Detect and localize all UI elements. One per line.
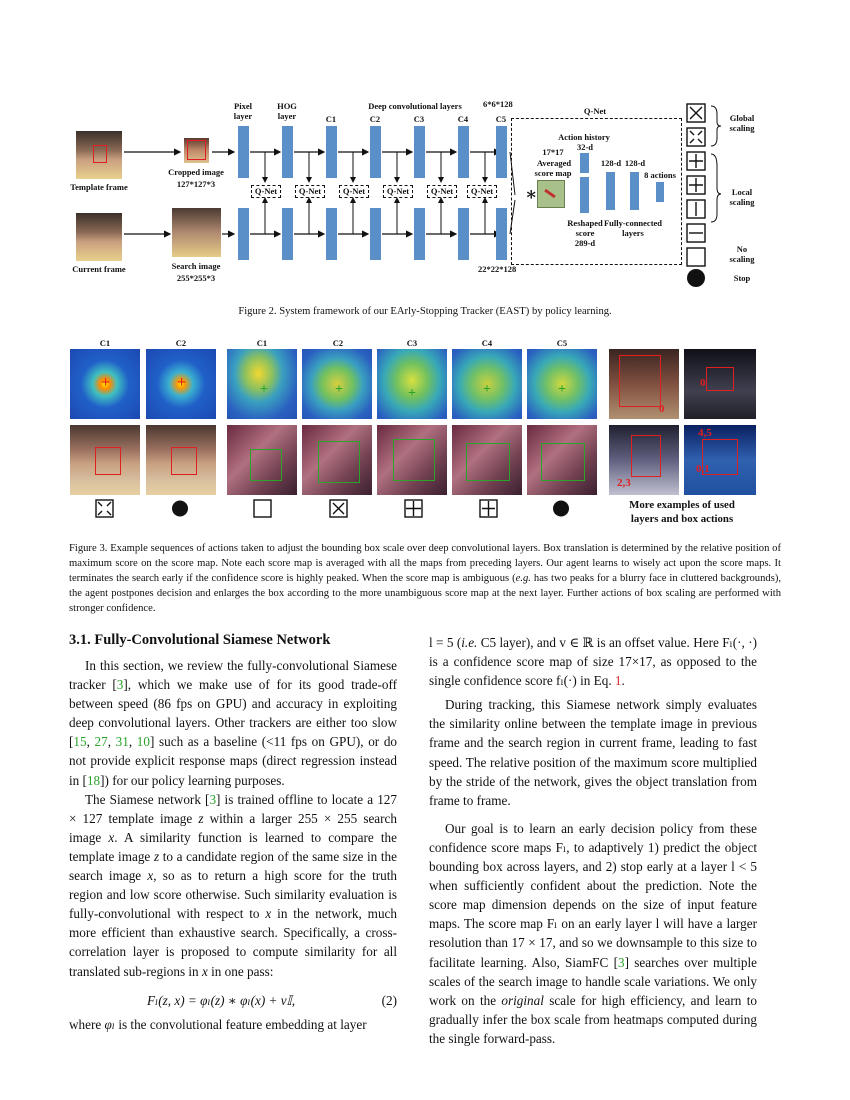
small-qnet-3: Q-Net [339, 185, 369, 198]
reshaped-score-bar [580, 177, 589, 213]
example-label-3: 4,5 [698, 427, 712, 439]
template-frame-label: Template frame [70, 182, 128, 192]
averaged-score-map [537, 180, 565, 208]
c4-layer-bottom [458, 208, 469, 260]
c5-label: C5 [495, 114, 507, 124]
no-scaling-label: No scaling [729, 244, 755, 264]
template-frame-photo [76, 131, 122, 179]
cropped-image-label: Cropped image [168, 167, 224, 177]
search-image-label: Search image [171, 261, 221, 271]
fc-label-1: Fully-connected [603, 218, 663, 228]
left-paragraph-1: In this section, we review the fully-convolutional Siamese tracker [3], which we make use of for its good trade-off between speed (86 fps on GPU) and accuracy in exploiting deep convolutional layers. Other trackers are either too slow [15, 27, 31, 10] such as a baseline (<11 fps on GPU), or do not provide explicit response maps (direct regression instead in [18]) for our policy learning purposes. [69, 658, 398, 788]
left-paragraph-2: The Siamese network [3] is trained offline to locate a 127 × 127 template image z within a larger 255 × 255 search image x. A similarity function is learned to compare the template image z to a candidate region of the same size in the search image x, so as to return a high score for the truth region and low score otherwise. Such similarity evaluation is fully-convolutional with respect to x in the network, much more efficient than exhaustive search. Specifically, a cross-correlation layer is proposed to compute similarity for all translated sub-regions in x in one pass: [69, 791, 398, 979]
heatmap-c2b: + [302, 349, 372, 419]
equation-2 [69, 985, 397, 1015]
photo-blur-3 [377, 425, 447, 495]
example-photo-1 [609, 349, 679, 419]
actions-bar [656, 182, 664, 202]
averaged-label: Averaged [536, 158, 572, 168]
right-paragraph-1: l = 5 (i.e. C5 layer), and v ∈ ℝ is an offset value. Here Fₗ(·, ·) is a confidence score map of size 17×17, as opposed to the single confidence score fₗ(·) in Eq. 1. [429, 635, 757, 689]
left-column [69, 656, 397, 1034]
c4-layer-top [458, 126, 469, 178]
equation-body: Fₗ(z, x) = φₗ(z) ∗ φₗ(x) + v𝕀, [147, 992, 296, 1008]
fc-label-2: layers [622, 228, 644, 238]
heatmap-c5: + [527, 349, 597, 419]
small-qnet-6: Q-Net [467, 185, 497, 198]
fig3-label-c2a: C2 [175, 338, 187, 348]
cropped-size-label: 127*127*3 [176, 179, 216, 189]
c1-label: C1 [325, 114, 337, 124]
global-scaling-label: Global scaling [729, 113, 755, 133]
qnet-title: Q-Net [583, 106, 607, 116]
fc-bar-2 [630, 172, 639, 210]
reshaped-label-2: score [575, 228, 595, 238]
left-paragraph-3: where φₗ is the convolutional feature embedding at layer [69, 1016, 367, 1032]
small-qnet-2: Q-Net [295, 185, 325, 198]
action-history-bar [580, 153, 589, 173]
c2-label: C2 [369, 114, 381, 124]
score-size-label: 17*17 [542, 147, 564, 157]
section-heading: 3.1. Fully-Convolutional Siamese Network [69, 632, 331, 648]
fig3-label-c4: C4 [481, 338, 493, 348]
small-qnet-4: Q-Net [383, 185, 413, 198]
example-label-1: 0 [659, 403, 665, 415]
dims-bottom-label: 22*22*128 [478, 264, 517, 274]
figure-3-caption: Figure 3. Example sequences of actions taken to adjust the bounding box scale over deep convolutional layers. Box translation is determined by the relative position of maximum score on the score map. Note each score map is averaged with all the maps from preceding layers. Our agent learns to wisely act upon the score maps. It terminates the search early if the confidence score is highly peaked. When the score map is ambiguous (e.g. has two peaks for a blurry face in cluttered backgrounds), the agent postpones decision and enlarges the box according to the more unambiguous score map at the next layer. Further actions of box scaling are performed with stronger confidence. [69, 543, 781, 614]
example-photo-4 [684, 425, 756, 495]
example-photo-3 [609, 425, 679, 495]
example-label-4: 2,3 [617, 477, 631, 489]
right-paragraph-3: Our goal is to learn an early decision policy from these confidence score maps Fₗ, to adaptively 1) predict the object bounding box across layers, and 2) stop early at a layer l < 5 when sufficiently confident about the prediction. Note the score map dimension depends on the size of input feature maps. The score map Fₗ on an early layer l will have a larger resolution than 17 × 17, and so we downsample to this size to facilitate learning. Also, SiamFC [3] searches over multiple scales of the search image to handle scale variations. We only work on the original scale for high efficiency, and learn to gradually infer the box scale from heatmaps computed during the single forward-pass. [429, 820, 757, 1046]
deep-layers-label: Deep convolutional layers [368, 101, 462, 111]
more-examples-label: More examples of used layers and box actions [629, 499, 735, 525]
heatmap-c3: + [377, 349, 447, 419]
fig3-label-c2b: C2 [332, 338, 344, 348]
action-history-dim: 32-d [576, 142, 594, 152]
stop-label: Stop [733, 273, 751, 283]
c2-layer-top [370, 126, 381, 178]
fig3-label-c3: C3 [406, 338, 418, 348]
action-history-label: Action history [558, 132, 610, 142]
eight-actions-label: 8 actions [644, 170, 676, 180]
current-frame-label: Current frame [72, 264, 126, 274]
c3-label: C3 [413, 114, 425, 124]
search-size-label: 255*255*3 [176, 273, 216, 283]
heatmap-c4: + [452, 349, 522, 419]
heatmap-c1b: + [227, 349, 297, 419]
hog-layer-top [282, 126, 293, 178]
pixel-layer-label: Pixel layer [233, 101, 253, 121]
fc-bar-1 [606, 172, 615, 210]
small-qnet-1: Q-Net [251, 185, 281, 198]
fig3-label-c5: C5 [556, 338, 568, 348]
c3-layer-top [414, 126, 425, 178]
c2-layer-bottom [370, 208, 381, 260]
equation-number: (2) [381, 992, 397, 1008]
correlation-star: ∗ [525, 184, 538, 204]
c1-layer-top [326, 126, 337, 178]
photo-blur-2 [302, 425, 372, 495]
pixel-layer-bottom [238, 208, 249, 260]
score-map-label: score map [534, 168, 572, 178]
example-label-2: 0 [700, 377, 706, 389]
dims-top-label: 6*6*128 [483, 99, 513, 109]
reshaped-label-1: Reshaped [567, 218, 603, 228]
reshaped-label-3: 289-d [574, 238, 596, 248]
c1-layer-bottom [326, 208, 337, 260]
photo-blur-1 [227, 425, 297, 495]
example-label-5: 0,1 [696, 463, 710, 475]
local-scaling-label: Local scaling [729, 187, 755, 207]
c5-layer-bottom [496, 208, 507, 260]
photo-blur-4 [452, 425, 522, 495]
hog-layer-bottom [282, 208, 293, 260]
c5-layer-top [496, 126, 507, 178]
photo-face-1 [70, 425, 140, 495]
heatmap-c1a: + [70, 349, 140, 419]
heatmap-c2a: + [146, 349, 216, 419]
right-paragraph-2: During tracking, this Siamese network simply evaluates the similarity online between the template image in previous frame and the search region in current frame, leading to fast speed. The relative position of the maximum score multiplied by the stride of the network, gives the object translation from frame to frame. [429, 697, 757, 808]
figure-2-caption: Figure 2. System framework of our EArly-Stopping Tracker (EAST) by policy learning. [238, 306, 612, 317]
photo-blur-5 [527, 425, 597, 495]
hog-layer-label: HOG layer [277, 101, 297, 121]
photo-face-2 [146, 425, 216, 495]
right-column [429, 633, 757, 1048]
fig3-label-c1a: C1 [99, 338, 111, 348]
c3-layer-bottom [414, 208, 425, 260]
current-frame-photo [76, 213, 122, 261]
fc-dim-b: 128-d [624, 158, 646, 168]
c4-label: C4 [457, 114, 469, 124]
example-photo-2 [684, 349, 756, 419]
fc-dim-a: 128-d [600, 158, 622, 168]
fig3-label-c1b: C1 [256, 338, 268, 348]
fig3-action-icons [94, 498, 584, 520]
pixel-layer-top [238, 126, 249, 178]
small-qnet-5: Q-Net [427, 185, 457, 198]
